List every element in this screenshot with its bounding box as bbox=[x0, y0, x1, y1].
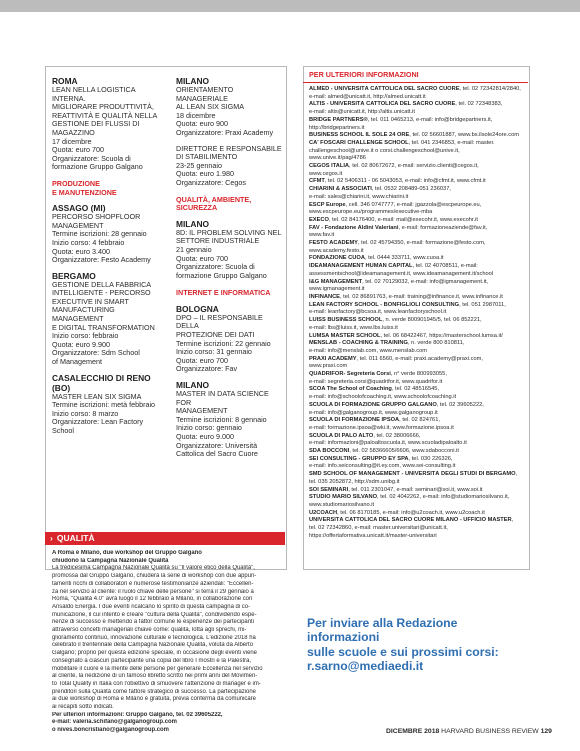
contact-details: , tel. 02 80672672, e-mail: servizio.clienti@cegos.it, bbox=[349, 163, 479, 170]
contact-details: , tel. 02 58366605/6606, www.sdabocconi.it bbox=[349, 448, 459, 455]
contact-details: , tel. 02 38006666, bbox=[373, 432, 421, 439]
contact-row bbox=[309, 433, 526, 441]
contact-organization: BRIDGE PARTNERS® bbox=[309, 116, 368, 123]
course-title: MANUFACTURING MANAGEMENT bbox=[52, 305, 115, 324]
contact-details: tel. 02 72342860, e-mail: master.universitari@unicatt.it, bbox=[309, 525, 448, 532]
contact-organization: LEAN FACTORY SCHOOL - BONFIGLIOLI CONSULTING bbox=[309, 301, 460, 308]
course-detail: 23-25 gennaio bbox=[176, 160, 222, 170]
section-heading: QUALITÀ, AMBIENTE, bbox=[176, 194, 252, 204]
article-body-line: glioramento continuo, innovazione culturale e tecnologica. L'edizione 2018 ha bbox=[52, 634, 256, 641]
article-body-line: attraverso concetti manageriali chiave come: qualità, lotta agli sprechi, mi- bbox=[52, 627, 247, 634]
course-detail: Organizzatore: Lean Factory bbox=[52, 417, 144, 427]
course-title: MIGLIORARE PRODUTTIVITÀ, bbox=[52, 102, 154, 112]
contact-organization: SOI SEMINARI bbox=[309, 486, 349, 493]
contact-row bbox=[309, 494, 526, 502]
contact-details: e-mail: info@schoolofcoaching.it, www.schoolofcoaching.it bbox=[309, 394, 457, 401]
contact-organization: CFMT bbox=[309, 178, 325, 185]
contact-row bbox=[309, 140, 526, 148]
contact-details: e-mail: info@galganogroup.it, www.galganogroup.it bbox=[309, 409, 438, 416]
contact-details: e-mail: segreteria.corsi@quadrifor.it, www.quadrifor.it bbox=[309, 378, 443, 385]
contact-details: , n. verde 800901945/5, tel. 06 852221, bbox=[382, 317, 482, 324]
contact-row bbox=[309, 232, 526, 240]
contact-organization: SCUOLA DI PALO ALTO bbox=[309, 432, 374, 439]
contacts-list bbox=[309, 86, 526, 540]
contact-row bbox=[309, 155, 526, 163]
course-detail: Quota: euro 900 bbox=[176, 119, 228, 129]
contact-details: e-mail: formazione.ipsoa@wki.it, www.formazione.ipsoa.it bbox=[309, 424, 454, 431]
course-title: INTELLIGENTE - PERCORSO bbox=[52, 288, 151, 298]
contact-details: , tel. 051 2987011, bbox=[459, 301, 506, 308]
contact-details: , tel. 011 0465213, e-mail: info@bridgepartners.it, bbox=[367, 116, 493, 123]
course-detail: Organizzatore: Praxi Academy bbox=[176, 127, 274, 137]
contact-details: e-mail: lbs@luiss.it, www.lbs.luiss.it bbox=[309, 324, 398, 331]
contact-organization: SMD SCHOOL OF MANAGEMENT - UNIVERSITÀ DEGLI STUDI DI BERGAMO bbox=[309, 471, 516, 478]
contact-row bbox=[309, 309, 526, 317]
article-body-line: celebrato il trentennale della Campagna Nazionale Qualità, voluta da Alberto bbox=[52, 642, 254, 649]
article-body-line: za nel servizio al cliente: il ruolo chiave delle persone" si terrà il 29 gennaio a bbox=[52, 588, 254, 595]
contact-row bbox=[309, 348, 526, 356]
contact-details: , tel. 02 70129032, e-mail: info@igmanagement.it, bbox=[362, 278, 489, 285]
contact-row bbox=[309, 132, 526, 140]
contact-row bbox=[309, 209, 526, 217]
contact-details: , tel. 02 824761, bbox=[399, 417, 440, 424]
course-detail: Quota: euro 9.000 bbox=[176, 432, 234, 441]
course-detail: 18 dicembre bbox=[176, 110, 216, 120]
course-city: ASSAGO (MI) bbox=[52, 203, 106, 214]
contact-organization: STUDIO MARIO SILVANO bbox=[309, 494, 378, 501]
contact-row bbox=[309, 163, 526, 171]
course-detail: formazione Gruppo Galgano bbox=[52, 162, 143, 172]
contact-details: , bbox=[515, 471, 518, 478]
article-body-line: tamenti ricchi di collaboratori e numerose testimonianze aziendali: "Eccellen- bbox=[52, 580, 254, 587]
contact-details: , tel. 02 86891763, e-mail: training@infinance.it, www.infinance.it bbox=[339, 293, 503, 300]
contact-details: assessmentschool@ideamanagement.it, www.ideamanagement.it/school bbox=[309, 270, 494, 277]
contact-row bbox=[309, 402, 526, 410]
qualita-section-label: QUALITÀ bbox=[56, 533, 95, 543]
course-detail: Organizzatore: Scuola di bbox=[52, 153, 131, 163]
contact-organization: CHIARINI & ASSOCIATI bbox=[309, 186, 372, 193]
contact-row bbox=[309, 225, 526, 233]
contact-organization: CA' FOSCARI CHALLENGE SCHOOL bbox=[309, 139, 409, 146]
course-city: MILANO bbox=[176, 380, 210, 391]
contact-details: , tel. 06 8170185, e-mail: info@u2coach.it, www.u2coach.it bbox=[337, 509, 485, 516]
contact-row bbox=[309, 178, 526, 186]
contact-details: e-mail: altis@unicatt.it, http://altis.unicatt.it bbox=[309, 109, 415, 116]
contact-organization: QUADRIFOR- Segreteria Corsi bbox=[309, 371, 391, 378]
contact-row bbox=[309, 356, 526, 364]
editorial-contact-promo bbox=[307, 616, 532, 673]
contact-organization: CEGOS ITALIA bbox=[309, 163, 350, 170]
course-city: BERGAMO bbox=[52, 270, 96, 281]
footer-issue: DICEMBRE 2018 bbox=[386, 728, 440, 735]
course-title: EXECUTIVE IN SMART bbox=[52, 296, 129, 306]
contact-organization: I&G MANAGEMENT bbox=[309, 278, 363, 285]
section-heading: PRODUZIONE bbox=[52, 178, 100, 188]
contact-organization: UNIVERSITÀ CATTOLICA DEL SACRO CUORE MILANO - UFFICIO MASTER bbox=[309, 517, 512, 524]
contact-details: , tel. 02 5406311 - 06 5043053, e-mail: info@cfmt.it, www.cfmt.it bbox=[324, 178, 486, 185]
contact-row bbox=[309, 517, 526, 525]
promo-line: Per inviare alla Redazione informazioni bbox=[307, 616, 458, 645]
article-contact-line: Per ulteriori informazioni: Gruppo Galgano, tel. 02 39605222, bbox=[52, 711, 223, 718]
contact-organization: SCUOLA DI FORMAZIONE GRUPPO GALGANO bbox=[309, 401, 437, 408]
contact-row bbox=[309, 463, 526, 471]
course-title: DIRETTORE E RESPONSABILE bbox=[176, 143, 282, 153]
contact-details: , tel. 02 84176400, e-mail: mail@execohr.it, www.execohr.it bbox=[328, 216, 478, 223]
article-body-line: consegnato a ciascun partecipante una copia del libro I mostri e la Palestra, bbox=[52, 657, 252, 664]
contact-details: , tel. 06 68422467, https://masterschool.lumsa.it/ bbox=[380, 332, 503, 339]
contact-organization: IDEAMANAGEMENT HUMAN CAPITAL bbox=[309, 263, 413, 270]
course-detail: Quota: euro 700 bbox=[52, 145, 104, 155]
contact-row bbox=[309, 279, 526, 287]
course-detail: Quota: euro 9.900 bbox=[52, 339, 110, 349]
section-heading: SICUREZZA bbox=[176, 203, 218, 213]
contact-row bbox=[309, 440, 526, 448]
contact-row bbox=[309, 271, 526, 279]
contact-row bbox=[309, 448, 526, 456]
course-detail: Termine iscrizioni: metà febbraio bbox=[52, 400, 156, 410]
contact-organization: PRAXI ACADEMY bbox=[309, 355, 357, 362]
contact-organization: ALMED - UNIVERSITÀ CATTOLICA DEL SACRO CUORE bbox=[309, 86, 460, 92]
contact-details: , n. verde 800 810811, bbox=[407, 340, 465, 347]
contact-row bbox=[309, 255, 526, 263]
contact-row bbox=[309, 363, 526, 371]
qualita-article bbox=[52, 550, 284, 735]
course-detail: Quota: euro 700 bbox=[176, 355, 228, 365]
course-city: BOLOGNA bbox=[176, 303, 219, 314]
contact-organization: MENSLAB - COACHING & TRAINING bbox=[309, 340, 408, 347]
contact-row bbox=[309, 386, 526, 394]
contact-details: , tel. 030 226326, bbox=[408, 455, 453, 462]
promo-line: sulle scuole e sui prossimi corsi: bbox=[307, 644, 499, 659]
contact-organization: INFINANCE bbox=[309, 293, 340, 300]
contact-details: tel. 035 2052872, http://sdm.unibg.it bbox=[309, 478, 400, 485]
contact-details: e-mail: info.seiconsulting@it.ey.com, www.sei-consulting.it bbox=[309, 463, 456, 470]
course-detail: Quota: euro 1.980 bbox=[176, 169, 234, 179]
contacts-heading: PER ULTERIORI INFORMAZIONI bbox=[309, 70, 419, 79]
course-detail: Organizzatore: Scuola di bbox=[176, 262, 255, 272]
contact-details: , n° verde 800993055, bbox=[390, 371, 447, 378]
contact-row bbox=[309, 456, 526, 464]
course-title: LEAN NELLA LOGISTICA INTERNA. bbox=[52, 85, 136, 103]
contact-row bbox=[309, 94, 526, 102]
course-detail: School bbox=[52, 426, 74, 435]
course-detail: Quota: euro 700 bbox=[176, 253, 228, 263]
course-detail: of Management bbox=[52, 357, 102, 367]
contact-row bbox=[309, 294, 526, 302]
contact-row bbox=[309, 171, 526, 179]
article-body-line: La tredicesima Campagna Nazionale Qualità su "Il valore etico della Qualità", bbox=[52, 565, 255, 572]
contact-organization: ALTIS - UNIVERSITÀ CATTOLICA DEL SACRO CUORE bbox=[309, 101, 456, 108]
course-city: ROMA bbox=[52, 76, 78, 86]
course-detail: Cattolica del Sacro Cuore bbox=[176, 449, 258, 459]
course-detail: Quota: euro 3.400 bbox=[52, 246, 110, 256]
course-detail: Inizio corso: 31 gennaio bbox=[176, 347, 252, 357]
contact-details: e-mail: leanfactory@bcsoa.it, www.leanfactoryschool.it bbox=[309, 309, 447, 316]
article-body-line: rienze di successo e mettendo a fattor comune le esperienze dei partecipanti bbox=[52, 619, 254, 626]
course-title: ORIENTAMENTO MANAGERIALE bbox=[176, 85, 234, 103]
contact-organization: LUMSA MASTER SCHOOL bbox=[309, 332, 381, 339]
contact-details: , tel. 011 6560, e-mail: praxi.academy@praxi.com, bbox=[356, 355, 483, 362]
contact-row bbox=[309, 317, 526, 325]
courses-column-2 bbox=[176, 76, 284, 459]
contact-details: , tel. 0532 208489-051 236037, bbox=[371, 186, 451, 193]
article-body-line: Roma, "Qualità 4.0" avrà luogo il 12 febbraio a Milano, in collaborazione con bbox=[52, 596, 253, 603]
footer-magazine: HARVARD BUSINESS REVIEW bbox=[441, 728, 539, 735]
contact-details: www.escpeurope.eu/programmes/executive-mba bbox=[309, 209, 433, 216]
contact-row bbox=[309, 525, 526, 533]
contact-details: , bbox=[511, 517, 514, 524]
course-title: DPO – IL RESPONSABILE DELLA bbox=[176, 312, 263, 331]
contact-row bbox=[309, 487, 526, 495]
course-title: GESTIONE DEI FLUSSI DI bbox=[52, 119, 140, 129]
contact-row bbox=[309, 479, 526, 487]
article-body-line: Galgano; proprio per questa edizione speciale, in occasione degli eventi viene bbox=[52, 650, 257, 657]
contact-details: www.unive.it/pag/4786 bbox=[309, 155, 366, 162]
article-body-line: al cliente, la riedizione di un famoso libretto scritto nei primi anni del Movimen- bbox=[52, 673, 258, 680]
course-detail: Organizzatore: Cegos bbox=[176, 177, 246, 187]
contact-row bbox=[309, 286, 526, 294]
contact-details: https://offertaformativa.unicatt.it/master-universitari bbox=[309, 532, 437, 539]
contact-details: , tel. 02 48516545, bbox=[391, 386, 440, 393]
article-body-line: prenditori sulla Qualità come fattore strategico di successo. La partecipazione bbox=[52, 688, 256, 695]
contact-organization: U2COACH bbox=[309, 509, 338, 516]
course-title: GESTIONE DELLA FABBRICA bbox=[52, 279, 152, 289]
contact-row bbox=[309, 533, 526, 541]
course-detail: 21 gennaio bbox=[176, 244, 212, 254]
courses-column-1 bbox=[52, 76, 162, 436]
course-detail: 17 dicembre bbox=[52, 136, 92, 146]
contact-organization: SCUOLA DI FORMAZIONE IPSOA bbox=[309, 417, 400, 424]
promo-email-link[interactable]: r.sarno@mediaedi.it bbox=[307, 658, 424, 673]
course-title: E DIGITAL TRANSFORMATION bbox=[52, 322, 155, 332]
course-title: MANAGEMENT bbox=[176, 406, 228, 416]
article-body-line: municazione, il cui intento è creare "cultura della Qualità", condividendo espe- bbox=[52, 611, 257, 618]
article-lead: chiudono la Campagna Nazionale Qualità bbox=[52, 557, 169, 564]
course-city: MILANO bbox=[176, 218, 210, 229]
contact-details: www.academy.festo.it bbox=[309, 247, 364, 254]
contact-row bbox=[309, 117, 526, 125]
contact-row bbox=[309, 502, 526, 510]
contact-details: , tel. 02 72342814/2840, bbox=[459, 86, 521, 92]
contact-organization: SCOA The School of Coaching bbox=[309, 386, 392, 393]
contact-row bbox=[309, 101, 526, 109]
section-heading: E MANUTENZIONE bbox=[52, 187, 117, 197]
contact-row bbox=[309, 325, 526, 333]
contact-details: , tel. 02 4042262, e-mail: info@studiomariosilvano.it, bbox=[377, 494, 510, 501]
course-detail: Termine iscrizioni: 8 gennaio bbox=[176, 414, 267, 424]
contact-row bbox=[309, 410, 526, 418]
course-detail: Inizio corso: 4 febbraio bbox=[52, 237, 125, 247]
contacts-divider bbox=[303, 82, 528, 83]
contact-details: e-mail: informazioni@paloaltoscuola.it, www.scuoladipaloalto.it bbox=[309, 440, 467, 447]
contact-details: www.igmanagement.it bbox=[309, 286, 365, 293]
contact-row bbox=[309, 217, 526, 225]
contact-row bbox=[309, 471, 526, 479]
article-body-line: ai recapiti sotto indicati. bbox=[52, 704, 114, 711]
contact-row bbox=[309, 86, 526, 94]
course-title: MAGAZZINO bbox=[52, 127, 95, 137]
course-title: MASTER IN DATA SCIENCE FOR bbox=[176, 389, 269, 407]
contact-organization: LUISS BUSINESS SCHOOL bbox=[309, 317, 383, 324]
article-body-line: Ansaldo Energia. I due eventi ricalcano lo spirito di questa campagna di co- bbox=[52, 603, 251, 610]
contact-row bbox=[309, 379, 526, 387]
contact-organization: SEI CONSULTING - GRUPPO EY SPA bbox=[309, 455, 409, 462]
course-title: REATTIVITÀ E QUALITÀ NELLA bbox=[52, 110, 158, 120]
course-detail: Organizzatore: Università bbox=[176, 440, 258, 450]
contact-details: , tel. 02 40708511, e-mail: bbox=[412, 263, 478, 270]
article-lead: A Roma e Milano, due workshop del Gruppo Galgano bbox=[52, 550, 202, 556]
contact-row bbox=[309, 186, 526, 194]
course-title: DI STABILIMENTO bbox=[176, 152, 238, 162]
course-title: MASTER LEAN SIX SIGMA bbox=[52, 391, 142, 401]
contact-details: , e-mail: formazioneaziende@fav.it, bbox=[398, 224, 488, 231]
article-body-line: ai due workshop di Roma e Milano è gratuita, previa conferma da comunicare bbox=[52, 696, 256, 703]
contact-row bbox=[309, 417, 526, 425]
course-detail: formazione Gruppo Galgano bbox=[176, 270, 267, 280]
course-title: PERCORSO SHOPFLOOR bbox=[52, 212, 141, 222]
course-detail: Termine iscrizioni: 22 gennaio bbox=[176, 338, 271, 348]
contact-row bbox=[309, 240, 526, 248]
contact-row bbox=[309, 394, 526, 402]
article-body-line: promossa dal Gruppo Galgano, chiuderà la serie di workshop con due appun- bbox=[52, 573, 257, 580]
contact-details: , cell. 346 0747777, e-mail: jgazzola@escpeurope.eu, bbox=[345, 201, 482, 208]
contact-details: , tel. 0444 333711, www.cuoa.it bbox=[364, 255, 444, 262]
contact-row bbox=[309, 510, 526, 518]
contact-details: , tel. 041 2346853, e-mail: master. bbox=[408, 139, 495, 146]
article-contact-line: o nives.boncristiano@galganogroup.com bbox=[52, 727, 169, 734]
course-detail: Inizio corso: 8 marzo bbox=[52, 408, 119, 418]
contact-details: e-mail: info@menslab.com, www.menslab.com bbox=[309, 347, 427, 354]
course-detail: Organizzatore: Fav bbox=[176, 364, 238, 374]
contact-organization: ESCP Europe bbox=[309, 201, 346, 208]
contact-details: www.cegos.it bbox=[309, 170, 343, 177]
contact-row bbox=[309, 125, 526, 133]
contact-row bbox=[309, 194, 526, 202]
course-detail: Inizio corso: gennaio bbox=[176, 423, 242, 433]
section-heading: INTERNET E INFORMATICA bbox=[176, 288, 271, 298]
course-title: MANAGEMENT bbox=[52, 220, 104, 230]
top-band bbox=[0, 0, 580, 12]
contact-row bbox=[309, 371, 526, 379]
contact-row bbox=[309, 333, 526, 341]
course-title: PROTEZIONE DEI DATI bbox=[176, 330, 255, 340]
contact-organization: FONDAZIONE CUOA bbox=[309, 255, 365, 262]
contact-row bbox=[309, 263, 526, 271]
contact-organization: FESTO ACADEMY bbox=[309, 240, 358, 247]
article-body-line: to Total Quality in Italia con l'obiettivo di smuovere l'attenzione di manager e im- bbox=[52, 680, 261, 687]
contact-row bbox=[309, 302, 526, 310]
qualita-section-bar bbox=[45, 532, 285, 545]
course-detail: Inizio corso: febbraio bbox=[52, 331, 119, 341]
course-title: AL LEAN SIX SIGMA bbox=[176, 102, 245, 112]
course-city: CASALECCHIO DI RENO (BO) bbox=[52, 372, 151, 393]
article-contact-line: e-mail: valeria.schifano@galganogroup.com bbox=[52, 719, 177, 726]
contact-details: http://bridgepartners.it bbox=[309, 124, 365, 131]
course-detail: Termine iscrizioni: 28 gennaio bbox=[52, 229, 147, 239]
contact-organization: BUSINESS SCHOOL IL SOLE 24 ORE bbox=[309, 132, 410, 139]
contact-details: www.fav.it bbox=[309, 232, 335, 239]
course-title: 8D: IL PROBLEM SOLVING NEL bbox=[176, 227, 282, 237]
course-city: MILANO bbox=[176, 76, 210, 86]
course-detail: Organizzatore: Festo Academy bbox=[52, 255, 151, 265]
contact-row bbox=[309, 202, 526, 210]
contact-organization: SDA BOCCONI bbox=[309, 448, 350, 455]
contact-details: www.studiomariosilvano.it bbox=[309, 501, 375, 508]
contact-details: , tel. 02 39605222, bbox=[436, 401, 484, 408]
page-number: 129 bbox=[540, 728, 552, 735]
contact-row bbox=[309, 248, 526, 256]
contact-details: , tel. 02 56601887, www.bs.ilsole24ore.com bbox=[409, 132, 520, 139]
contact-details: , tel. 02 72348383, bbox=[455, 101, 503, 108]
contact-row bbox=[309, 148, 526, 156]
page-footer bbox=[386, 728, 552, 735]
contact-organization: FAV - Fondazione Aldini Valeriani bbox=[309, 224, 399, 231]
course-title: SETTORE INDUSTRIALE bbox=[176, 236, 260, 246]
article-body-line: mobilitare il cuore e la mente delle persone per generare Eccellenza nel servizio bbox=[52, 665, 263, 672]
course-detail: Organizzatore: Sdm School bbox=[52, 348, 140, 358]
contact-details: e-mail: almed@unicatt.it, http://almed.unicatt.it bbox=[309, 93, 426, 100]
contact-details: , tel. 02 45794350, e-mail: formazione@festo.com, bbox=[357, 240, 486, 247]
contact-row bbox=[309, 109, 526, 117]
contact-row bbox=[309, 425, 526, 433]
chevron-right-icon: › bbox=[50, 533, 53, 543]
contact-details: challengeschool@unive.it o corsi.challengeschool@unive.it, bbox=[309, 147, 460, 154]
contact-details: , tel. 011 2301047, e-mail: seminari@soi.it, www.soi.it bbox=[348, 486, 483, 493]
contact-row bbox=[309, 340, 526, 348]
contact-details: e-mail: sales@chiarini.it, www.chiarini.it bbox=[309, 193, 409, 200]
contact-details: www.praxi.com bbox=[309, 363, 348, 370]
contact-organization: EXECO bbox=[309, 216, 329, 223]
